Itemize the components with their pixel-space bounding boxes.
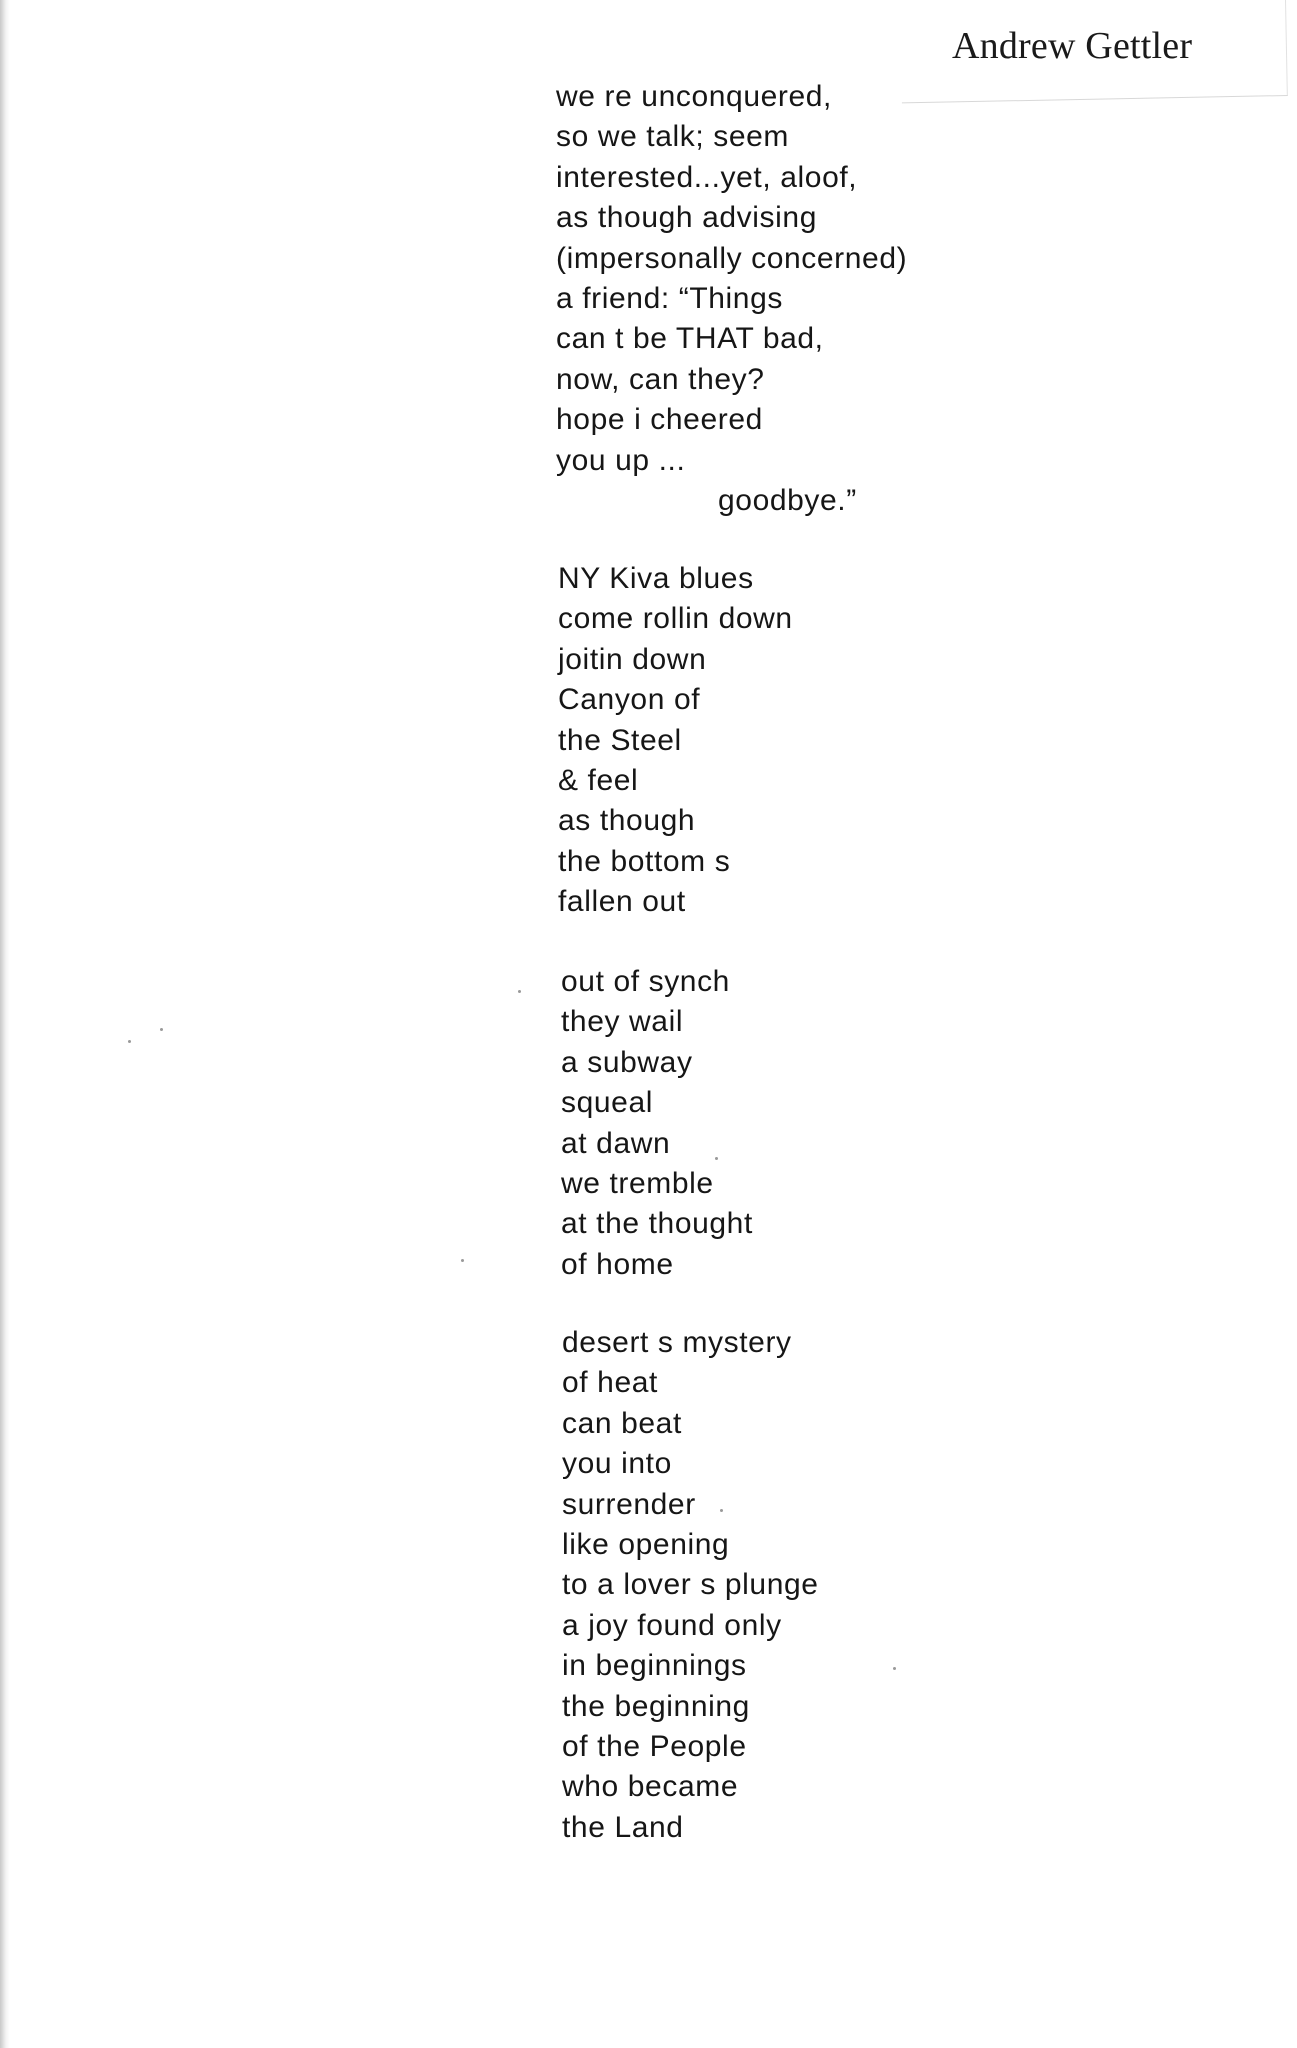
poem-line: (impersonally concerned): [556, 241, 908, 275]
poem-line: at the thought: [561, 1207, 753, 1241]
poem-line: a subway: [561, 1045, 693, 1079]
poem-line: of home: [561, 1247, 674, 1281]
poem-line: can beat: [562, 1406, 682, 1440]
poem-line: so we talk; seem: [556, 120, 790, 154]
poem-line: fallen out: [558, 885, 686, 919]
poem-line: NY Kiva blues: [558, 562, 754, 595]
poem-line: & feel: [558, 764, 639, 797]
poem-line: we tremble: [561, 1167, 714, 1200]
poem-line: can t be THAT bad,: [556, 322, 824, 356]
author-name: Andrew Gettler: [952, 25, 1193, 67]
poem-line: interested...yet, aloof,: [556, 160, 858, 194]
poem-line: at dawn: [561, 1126, 671, 1160]
poem-line: the Steel: [558, 723, 682, 757]
poem-line: they wail: [561, 1005, 684, 1039]
poem-line: of the People: [562, 1730, 747, 1763]
scan-speck: [720, 1509, 723, 1512]
scan-speck: [461, 1259, 464, 1262]
poem-line: squeal: [561, 1086, 654, 1120]
poem-line: out of synch: [561, 965, 730, 998]
poem-line: desert s mystery: [562, 1326, 792, 1359]
poem-line: a joy found only: [562, 1608, 782, 1642]
poem-line: in beginnings: [562, 1649, 747, 1683]
poem-line: as though advising: [556, 201, 817, 235]
scan-edge-shadow: [0, 0, 10, 2048]
scan-speck: [160, 1028, 163, 1031]
poem-line: who became: [562, 1770, 739, 1804]
poem-line: you up ...: [556, 443, 686, 477]
poem-line: as though: [558, 804, 696, 838]
poem-line: now, can they?: [556, 362, 765, 396]
poem-line: the beginning: [562, 1689, 750, 1723]
poem-line: surrender: [562, 1487, 696, 1521]
poem-line: Canyon of: [558, 683, 701, 717]
poem-line: we re unconquered,: [556, 80, 832, 113]
scan-speck: [715, 1157, 718, 1160]
poem-line: joitin down: [558, 642, 707, 676]
scan-speck: [893, 1667, 896, 1670]
poem-line: hope i cheered: [556, 403, 763, 437]
scan-speck: [518, 990, 521, 993]
poem-line: the Land: [562, 1810, 684, 1844]
poem-line: like opening: [562, 1528, 730, 1561]
poem-line: come rollin down: [558, 602, 793, 636]
poem-line: the bottom s: [558, 844, 731, 878]
poem-line: to a lover s plunge: [562, 1568, 819, 1602]
poem-line: of heat: [562, 1366, 658, 1400]
poem-line: a friend: “Things: [556, 282, 783, 315]
poem-line: goodbye.”: [718, 484, 857, 517]
poem-line: you into: [562, 1447, 672, 1481]
scan-speck: [128, 1040, 131, 1043]
